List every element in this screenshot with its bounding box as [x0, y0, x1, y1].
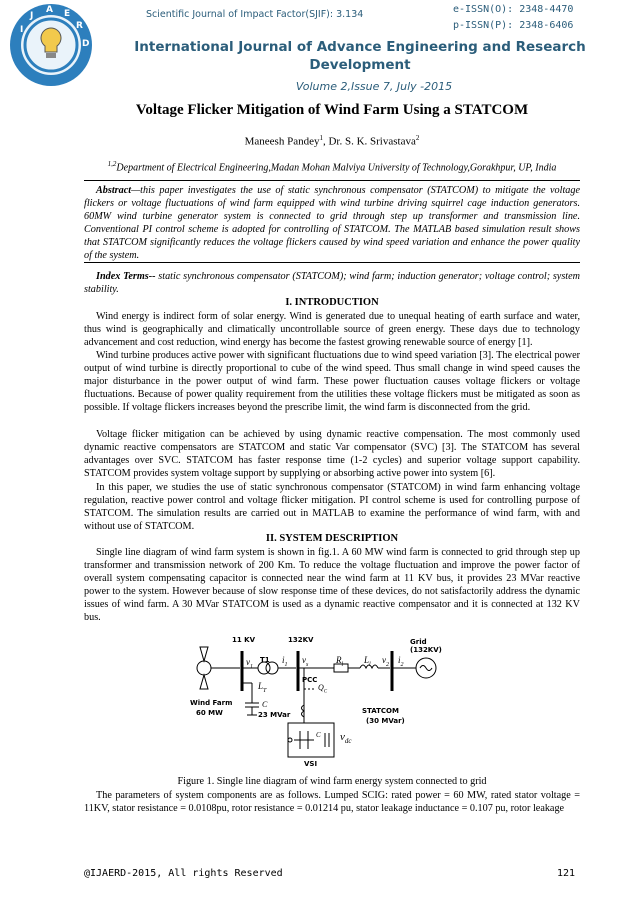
footer-page-number: 121 [557, 868, 576, 879]
t1-label: T1 [260, 656, 270, 664]
qc-label [318, 683, 327, 695]
abstract [84, 184, 580, 263]
paragraph-4: In this paper, we studies the use of static synchronous compensator (STATCOM) in wind farm enhancing voltage regulation, reactive power control and voltage flicker mitigation. PI control scheme is used for controlling purpose of STATCOM. The simulation results are carried out in MATLAB to examine the performance of wind farm, with and without use of STATCOM. [84, 482, 580, 533]
affiliation [72, 160, 592, 173]
svg-text:D: D [82, 39, 90, 49]
paragraph-6: The parameters of system components are as follows. Lumped SCIG: rated power = 60 MW, rated stator voltage = 11KV, stator resistance = 0.0108pu, rotor resistance = 0.01214 pu, stator leakage inductance = 0.107 pu, rotor leakage [84, 790, 580, 815]
index-label: Index Terms-- [96, 271, 156, 282]
paragraph-5: Single line diagram of wind farm system is shown in fig.1. A 60 MW wind farm is connected to grid through step up transformer and transmission network of 200 Km. To reduce the voltage fluctuation and improve the power factor of overall system compensating capacitor is connected near the wind farm at 11 KV bus, it provides 23 MVar reactive power to the system. However because of slow response time of these devices, do not satisfactorily address the dynamic issues of wind farm. A 30 MVar STATCOM is used as a dynamic reactive compensator and it is connected at 132 KV bus. [84, 547, 580, 624]
i1-sub: 1 [284, 661, 288, 668]
figure-1-diagram [190, 633, 460, 773]
figure-caption: Figure 1. Single line diagram of wind farm energy system connected to grid [177, 776, 487, 787]
p-issn: p-ISSN(P): 2348-6406 [453, 20, 574, 31]
svg-text:R: R [76, 21, 83, 31]
lt-sub: T [263, 687, 267, 694]
svg-text:A: A [46, 5, 53, 15]
vsi-label: VSI [304, 760, 318, 768]
statcom-label: STATCOM [362, 707, 399, 715]
footer-copyright: @IJAERD-2015, All rights Reserved [84, 868, 283, 879]
i2-label [398, 655, 404, 668]
v1-text: v [246, 657, 250, 667]
author-1-sup: 1 [319, 134, 323, 142]
wind-farm-mw-label: 60 MW [196, 709, 223, 717]
svg-text:J: J [30, 11, 34, 21]
abstract-text: —this paper investigates the use of static synchronous compensator (STATCOM) to mitigate the voltage flickers or voltage fluctuations of wind farm equipped with wind turbine driving squirrel cage induction generators. 60MW wind turbine generator system is connected to grid through step up transformer and transmission line. Conventional PI control scheme is adopted for controlling of STATCOM. The MATLAB based simulation result shows that STATCOM significantly reduces the voltage flickers caused by wind speed variation and enhance the power quality of the system. [84, 185, 580, 262]
i1-label [282, 655, 288, 668]
wind-farm-label: Wind Farm [190, 699, 233, 707]
bus-132kv-label: 132KV [288, 636, 314, 644]
rl-text: R [336, 655, 342, 665]
statcom-mvar-label: (30 MVar) [366, 717, 405, 725]
v2-sub: 2 [386, 661, 389, 668]
section-2-title: II. SYSTEM DESCRIPTION [265, 533, 399, 544]
c2-label: C [316, 731, 321, 739]
paragraph-3: Voltage flicker mitigation can be achieved by using dynamic reactive compensation. The most commonly used dynamic reactive compensators are STATCOM and static Var compensator (SVC) [3]. The STATCOM has several advantages over SVC. STATCOM has faster response time (1-2 cycles) and superior voltage support capability. STATCOM provides system voltage support by supplying or absorbing active power into system [6]. [84, 429, 580, 480]
vdc-label [340, 731, 352, 745]
author-1: Maneesh Pandey [244, 135, 320, 148]
i2-text: i [398, 655, 401, 665]
rule-top [84, 180, 580, 181]
ll-text: L [364, 655, 370, 665]
e-issn: e-ISSN(O): 2348-4470 [453, 4, 574, 15]
affiliation-sup: 1,2 [107, 160, 117, 168]
v2-label [382, 655, 389, 668]
rl-sub: l [341, 661, 344, 668]
i1-text: i [282, 655, 285, 665]
paragraph-1: Wind energy is indirect form of solar energy. Wind is generated due to unequal heating of earth surface and water, thus wind is geographically and climatically uncontrollable source of green energy. These days due to technology advancement and cost reduction, wind energy has become the fastest growing renewable source of energy [1]. [84, 311, 580, 349]
journal-logo [8, 2, 94, 88]
volume-info: Volume 2,Issue 7, July -2015 [295, 80, 453, 93]
grid-label: Grid (132KV) [410, 638, 442, 654]
index-text: static synchronous compensator (STATCOM); wind farm; induction generator; voltage control; system stability. [84, 271, 580, 296]
vs-sub: s [306, 661, 309, 668]
section-1-title: I. INTRODUCTION [285, 297, 379, 308]
v1-label [246, 657, 253, 670]
v2-text: v [382, 655, 386, 665]
qc-sub: C [323, 689, 328, 695]
rl-label [336, 655, 343, 668]
i2-sub: 2 [400, 661, 404, 668]
cap-label: C [262, 700, 268, 709]
index-terms [84, 270, 580, 296]
svg-text:I: I [20, 25, 24, 35]
author-2: , Dr. S. K. Srivastava [322, 135, 416, 148]
vdc-sub: dc [344, 737, 352, 746]
pcc-label: PCC [302, 676, 318, 684]
svg-text:E: E [64, 9, 71, 19]
author-2-sup: 2 [415, 134, 420, 142]
lt-label [258, 681, 266, 694]
journal-title: International Journal of Advance Engineering and Research Development [134, 39, 586, 73]
paragraph-2: Wind turbine produces active power with significant fluctuations due to wind speed variation [3]. The electrical power output of wind turbine is directly proportional to cube of the wind speed. Thus small change in wind speed causes the major disturbance in the power output of wind farm. These power fluctuation causes voltage flickers or voltage fluctuations. Because of power quality requirement from the utilities these voltage flickers must be mitigated as soon as possible. If voltage flickers increases beyond the prescribe limit, the wind farm is disconnected from the grid. [84, 350, 580, 414]
paper-title: Voltage Flicker Mitigation of Wind Farm Using a STATCOM [135, 102, 529, 118]
abstract-label: Abstract [96, 185, 132, 196]
affiliation-text: Department of Electrical Engineering,Madan Mohan Malviya University of Technology,Gorakhpur, UP, India [116, 162, 557, 174]
impact-factor: Scientific Journal of Impact Factor(SJIF): 3.134 [146, 9, 364, 20]
cap-value-label: 23 MVar [258, 711, 291, 719]
rule-bottom [84, 262, 580, 263]
bus-11kv-label: 11 KV [232, 636, 256, 644]
v1-sub: 1 [250, 663, 253, 670]
vs-label [302, 655, 308, 668]
vs-text: v [302, 655, 306, 665]
authors [84, 134, 580, 148]
ll-sub: l [369, 661, 371, 668]
ll-label [364, 655, 371, 668]
lt-text: L [258, 681, 264, 691]
vdc-text: v [340, 731, 345, 743]
qc-text: Q [318, 683, 324, 692]
